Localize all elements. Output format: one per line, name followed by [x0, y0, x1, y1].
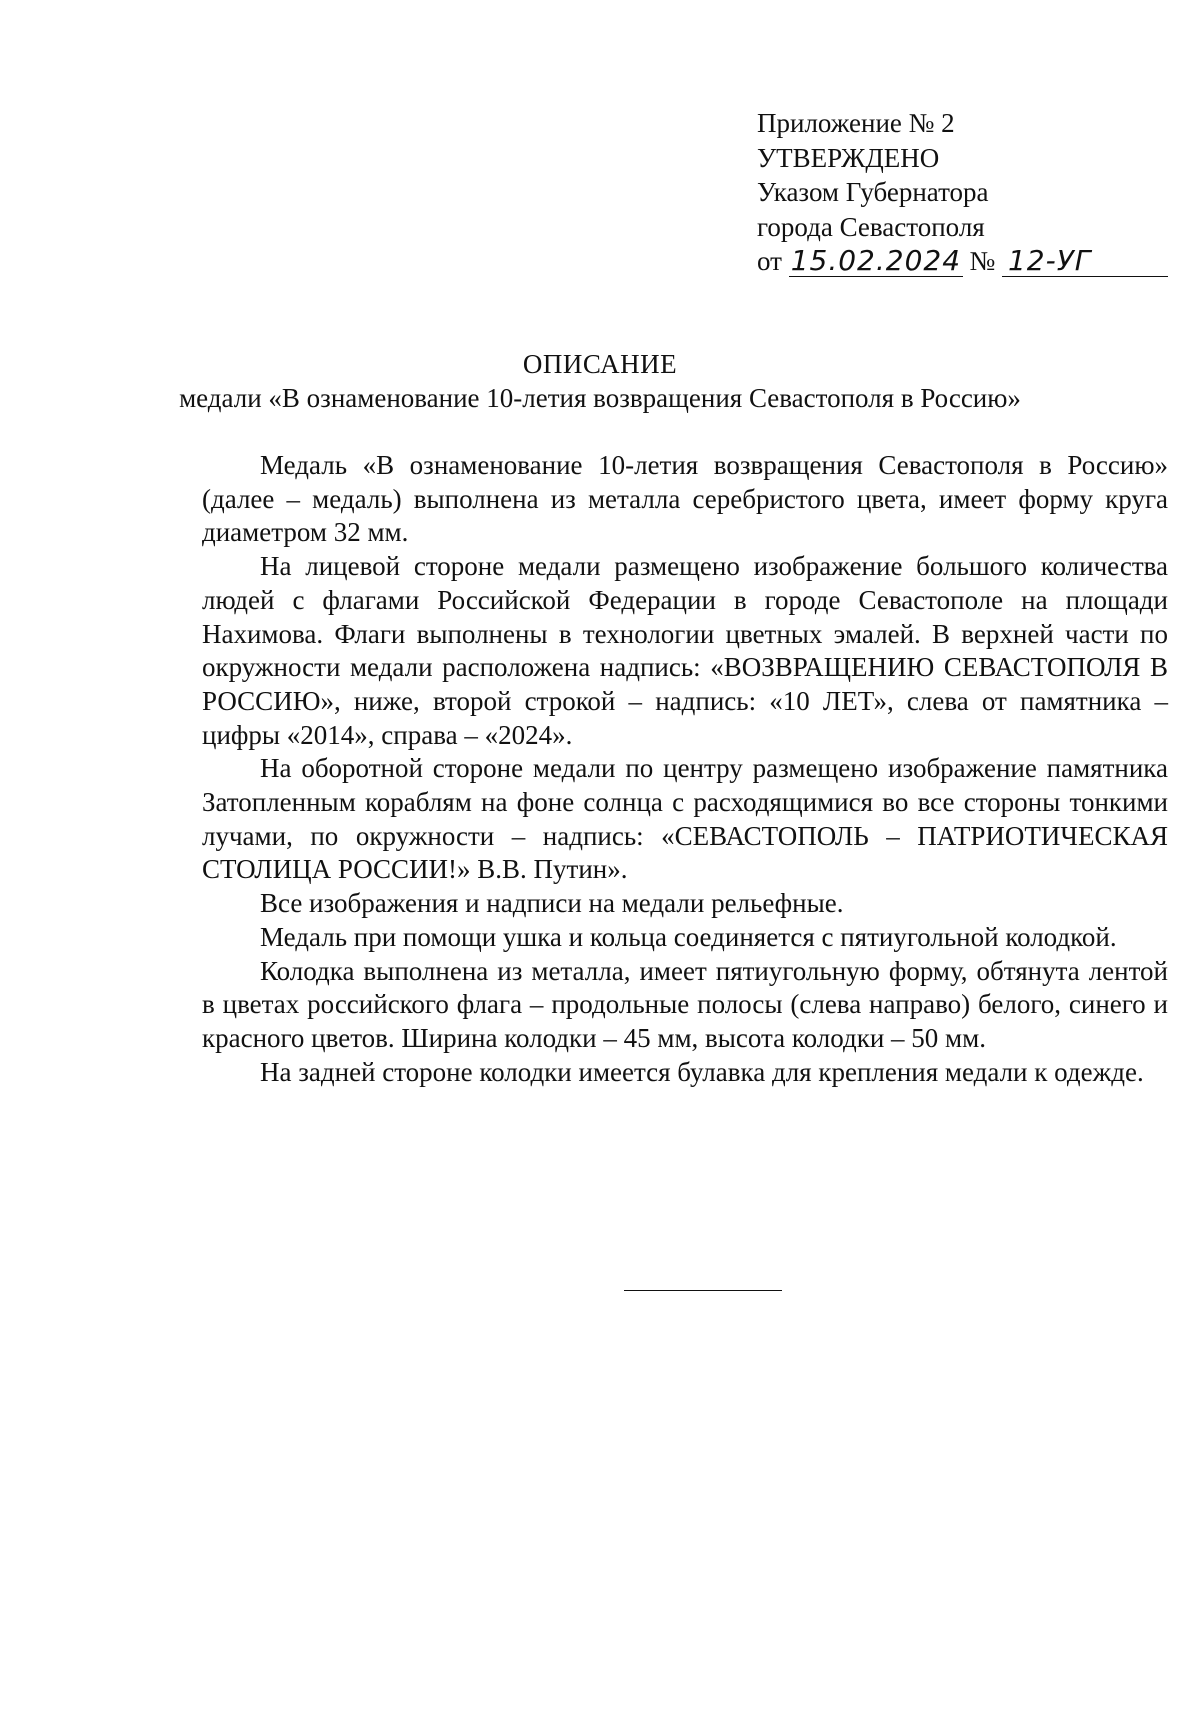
- paragraph-obverse: На лицевой стороне медали размещено изображение большого количества людей с флагами Российской Федерации в городе Севастополе на площади Нахимова. Флаги выполнены в технологии цветных эмалей. В верхней части по окружности медали расположена надпись: «ВОЗВРАЩЕНИЮ СЕВАСТОПОЛЯ В РОССИЮ», ниже, второй строкой – надпись: «10 ЛЕТ», слева от памятника – цифры «2014», справа – «2024».: [202, 551, 1168, 750]
- paragraph-pin: На задней стороне колодки имеется булавка для крепления медали к одежде.: [260, 1056, 1144, 1087]
- paragraph-block: Колодка выполнена из металла, имеет пятиугольную форму, обтянута лентой в цветах российского флага – продольные полосы (слева направо) белого, синего и красного цветов. Ширина колодки – 45 мм, высота колодки – 50 мм.: [202, 955, 1168, 1053]
- handwritten-date: 15.02.2024: [790, 244, 962, 277]
- number-label: №: [969, 246, 996, 276]
- paragraph-relief: Все изображения и надписи на медали рельефные.: [260, 888, 844, 919]
- approved-label: УТВЕРЖДЕНО: [757, 142, 940, 173]
- date-number-line: [757, 244, 1168, 279]
- end-divider: [624, 1290, 782, 1291]
- paragraph-reverse: На оборотной стороне медали по центру размещено изображение памятника Затопленным кораблям на фоне солнца с расходящимися во все стороны тонкими лучами, по окружности – надпись: «СЕВАСТОПОЛЬ – ПАТРИОТИЧЕСКАЯ СТОЛИЦА РОССИИ!» В.В. Путин».: [202, 753, 1168, 885]
- decree-label: Указом Губернатора: [757, 177, 989, 207]
- from-label: от: [757, 246, 782, 276]
- approval-block: [757, 106, 1168, 279]
- document-body: [202, 449, 1168, 1089]
- city-label: города Севастополя: [757, 211, 985, 242]
- document-title: ОПИСАНИЕ: [522, 349, 678, 379]
- document-subtitle: медали «В ознаменование 10-летия возвращения Севастополя в Россию»: [179, 383, 1021, 413]
- appendix-label: Приложение № 2: [757, 108, 955, 138]
- handwritten-number: 12-УГ: [1002, 246, 1168, 277]
- paragraph-connection: Медаль при помощи ушка и кольца соединяется с пятиугольной колодкой.: [260, 921, 1117, 952]
- paragraph-medal-material: Медаль «В ознаменование 10-летия возвращения Севастополя в Россию» (далее – медаль) выполнена из металла серебристого цвета, имеет форму круга диаметром 32 мм.: [202, 450, 1168, 548]
